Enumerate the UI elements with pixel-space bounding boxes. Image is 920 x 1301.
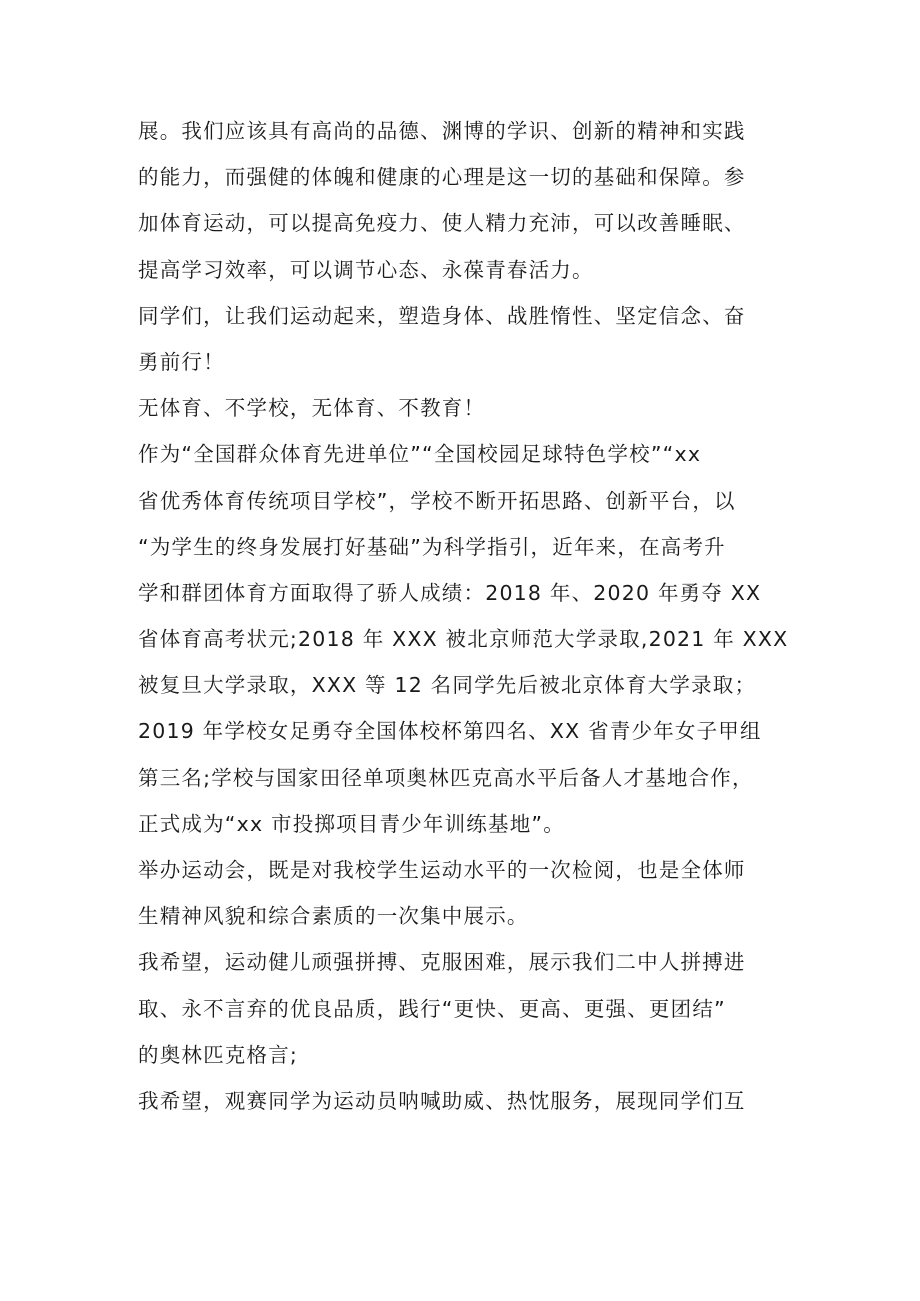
text-line: 正式成为“xx 市投掷项目青少年训练基地”。 xyxy=(138,811,565,836)
text-line: 省体育高考状元;2018 年 XXX 被北京师范大学录取,2021 年 XXX xyxy=(138,627,789,652)
text-line: 无体育、不学校，无体育、不教育！ xyxy=(138,396,486,421)
text-line: 作为“全国群众体育先进单位”“全国校园足球特色学校”“xx xyxy=(138,442,702,467)
text-line: 2019 年学校女足勇夺全国体校杯第四名、XX 省青少年女子甲组 xyxy=(138,719,762,744)
text-line: 提高学习效率，可以调节心态、永葆青春活力。 xyxy=(138,257,594,282)
text-line: 取、永不言弃的优良品质，践行“更快、更高、更强、更团结” xyxy=(138,996,726,1021)
text-line: 举办运动会，既是对我校学生运动水平的一次检阅，也是全体师 xyxy=(138,858,746,882)
text-line: 我希望，运动健儿顽强拼搏、克服困难，展示我们二中人拼搏进 xyxy=(138,950,746,975)
text-line: 生精神风貌和综合素质的一次集中展示。 xyxy=(138,904,529,929)
text-line: 我希望，观赛同学为运动员呐喊助威、热忱服务，展现同学们互 xyxy=(138,1088,746,1113)
text-line: 的奥林匹克格言; xyxy=(138,1042,299,1067)
text-line: 第三名;学校与国家田径单项奥林匹克高水平后备人才基地合作， xyxy=(138,765,754,790)
text-line: 加体育运动，可以提高免疫力、使人精力充沛，可以改善睡眠、 xyxy=(138,211,746,236)
text-line: 同学们，让我们运动起来，塑造身体、战胜惰性、坚定信念、奋 xyxy=(138,303,746,328)
text-line: 展。我们应该具有高尚的品德、渊博的学识、创新的精神和实践 xyxy=(138,119,746,143)
document-body xyxy=(138,108,808,1124)
text-line: 的能力，而强健的体魄和健康的心理是这一切的基础和保障。参 xyxy=(138,165,746,190)
text-line: “为学生的终身发展打好基础”为科学指引，近年来，在高考升 xyxy=(138,534,726,559)
text-line: 被复旦大学录取，XXX 等 12 名同学先后被北京体育大学录取； xyxy=(138,673,757,698)
text-line: 学和群团体育方面取得了骄人成绩：2018 年、2020 年勇夺 XX xyxy=(138,580,762,605)
text-line: 省优秀体育传统项目学校”，学校不断开拓思路、创新平台，以 xyxy=(138,488,736,513)
text-line: 勇前行！ xyxy=(138,349,225,374)
